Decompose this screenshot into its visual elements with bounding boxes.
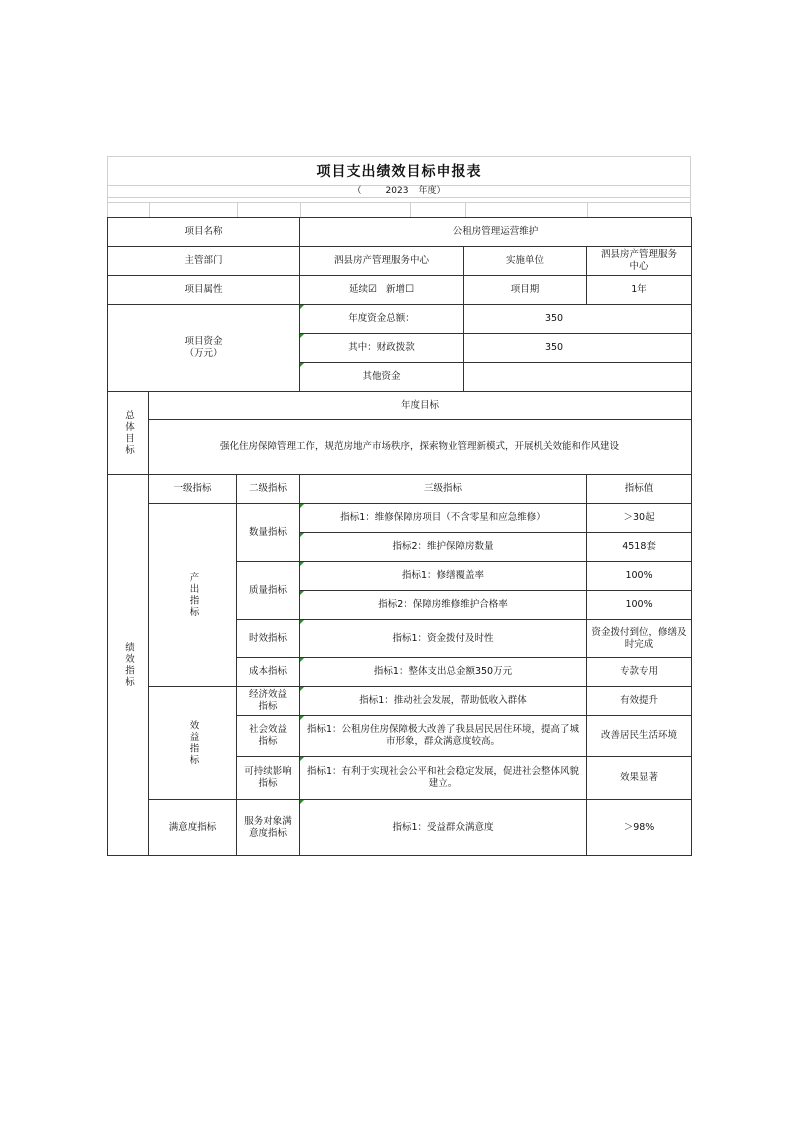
cost-label: 成本指标 xyxy=(237,658,300,687)
report-sheet xyxy=(107,156,691,856)
new-label: 新增 xyxy=(386,284,406,295)
department-value: 泗县房产管理服务中心 xyxy=(300,247,464,276)
year-goal-text: 强化住房保障管理工作，规范房地产市场秩序，探索物业管理新模式，开展机关效能和作风建设 xyxy=(149,420,692,475)
overall-goal-label: 总体目标 xyxy=(108,392,149,475)
row-fund-total xyxy=(108,305,692,334)
attribute-value xyxy=(300,276,464,305)
row-project-name xyxy=(108,218,692,247)
period-label: 项目期 xyxy=(464,276,587,305)
project-name-value: 公租房管理运营维护 xyxy=(300,218,692,247)
fund-total-value: 350 xyxy=(464,305,692,334)
row-quantity-1 xyxy=(108,504,692,533)
quantity-2-value: 4518套 xyxy=(587,533,692,562)
attribute-label: 项目属性 xyxy=(108,276,300,305)
service-label: 服务对象满意度指标 xyxy=(237,800,300,856)
economic-label: 经济效益指标 xyxy=(237,687,300,716)
row-satisfaction xyxy=(108,800,692,856)
cost-value: 专款专用 xyxy=(587,658,692,687)
social-text: 指标1：公租房住房保障极大改善了我县居民居住环境，提高了城市形象，群众满意度较高。 xyxy=(300,716,587,757)
fund-label: 项目资金 xyxy=(184,336,223,347)
fund-unit: （万元） xyxy=(184,348,223,359)
fund-total-label: 年度资金总额： xyxy=(300,305,464,334)
year-label: 年度） xyxy=(418,186,446,196)
row-year-goal-header xyxy=(108,392,692,420)
impl-unit-label: 实施单位 xyxy=(464,247,587,276)
quality-2-text: 指标2：保障房维修维护合格率 xyxy=(300,591,587,620)
social-value: 改善居民生活环境 xyxy=(587,716,692,757)
perf-section-label: 绩效指标 xyxy=(108,475,149,856)
fund-other-label: 其他资金 xyxy=(300,363,464,392)
quality-label: 质量指标 xyxy=(237,562,300,620)
row-department xyxy=(108,247,692,276)
timeliness-text: 指标1：资金拨付及时性 xyxy=(300,620,587,658)
timeliness-value: 资金拨付到位，修缮及时完成 xyxy=(587,620,692,658)
row-year-goal-text xyxy=(108,420,692,475)
fund-label-cell xyxy=(108,305,300,392)
quality-1-text: 指标1：修缮覆盖率 xyxy=(300,562,587,591)
social-label: 社会效益指标 xyxy=(237,716,300,757)
sustain-text: 指标1：有利于实现社会公平和社会稳定发展，促进社会整体风貌建立。 xyxy=(300,757,587,800)
economic-text: 指标1：推动社会发展，帮助低收入群体 xyxy=(300,687,587,716)
timeliness-label: 时效指标 xyxy=(237,620,300,658)
performance-table xyxy=(107,217,692,856)
blank-grid-row xyxy=(107,202,691,217)
header-level3: 三级指标 xyxy=(300,475,587,504)
benefit-indicator-label: 效益指标 xyxy=(149,687,237,800)
quality-1-value: 100% xyxy=(587,562,692,591)
year-value: 2023 xyxy=(385,186,409,196)
header-value: 指标值 xyxy=(587,475,692,504)
quantity-2-text: 指标2：维护保障房数量 xyxy=(300,533,587,562)
fund-fiscal-value: 350 xyxy=(464,334,692,363)
impl-unit-value: 泗县房产管理服务中心 xyxy=(587,247,692,276)
satisfaction-value: ＞98% xyxy=(587,800,692,856)
continue-label: 延续 xyxy=(349,284,369,295)
quantity-label: 数量指标 xyxy=(237,504,300,562)
quantity-1-text: 指标1：维修保障房项目（不含零星和应急维修） xyxy=(300,504,587,533)
report-title: 项目支出绩效目标申报表 xyxy=(107,156,691,185)
fund-other-value xyxy=(464,363,692,392)
project-name-label: 项目名称 xyxy=(108,218,300,247)
satisfaction-label: 满意度指标 xyxy=(149,800,237,856)
quality-2-value: 100% xyxy=(587,591,692,620)
row-perf-headers xyxy=(108,475,692,504)
sustain-label: 可持续影响指标 xyxy=(237,757,300,800)
header-level1: 一级指标 xyxy=(149,475,237,504)
department-label: 主管部门 xyxy=(108,247,300,276)
year-goal-label: 年度目标 xyxy=(149,392,692,420)
satisfaction-text: 指标1：受益群众满意度 xyxy=(300,800,587,856)
year-line xyxy=(107,185,691,197)
year-open: （ xyxy=(352,186,362,196)
cost-text: 指标1：整体支出总金额350万元 xyxy=(300,658,587,687)
economic-value: 有效提升 xyxy=(587,687,692,716)
header-level2: 二级指标 xyxy=(237,475,300,504)
sustain-value: 效果显著 xyxy=(587,757,692,800)
output-indicator-label: 产出指标 xyxy=(149,504,237,687)
fund-fiscal-label: 其中：财政拨款 xyxy=(300,334,464,363)
row-attribute xyxy=(108,276,692,305)
checkbox-unchecked-icon: ☐ xyxy=(405,284,415,295)
quantity-1-value: ＞30起 xyxy=(587,504,692,533)
period-value: 1年 xyxy=(587,276,692,305)
checkbox-checked-icon: ☑ xyxy=(368,284,377,295)
row-economic xyxy=(108,687,692,716)
